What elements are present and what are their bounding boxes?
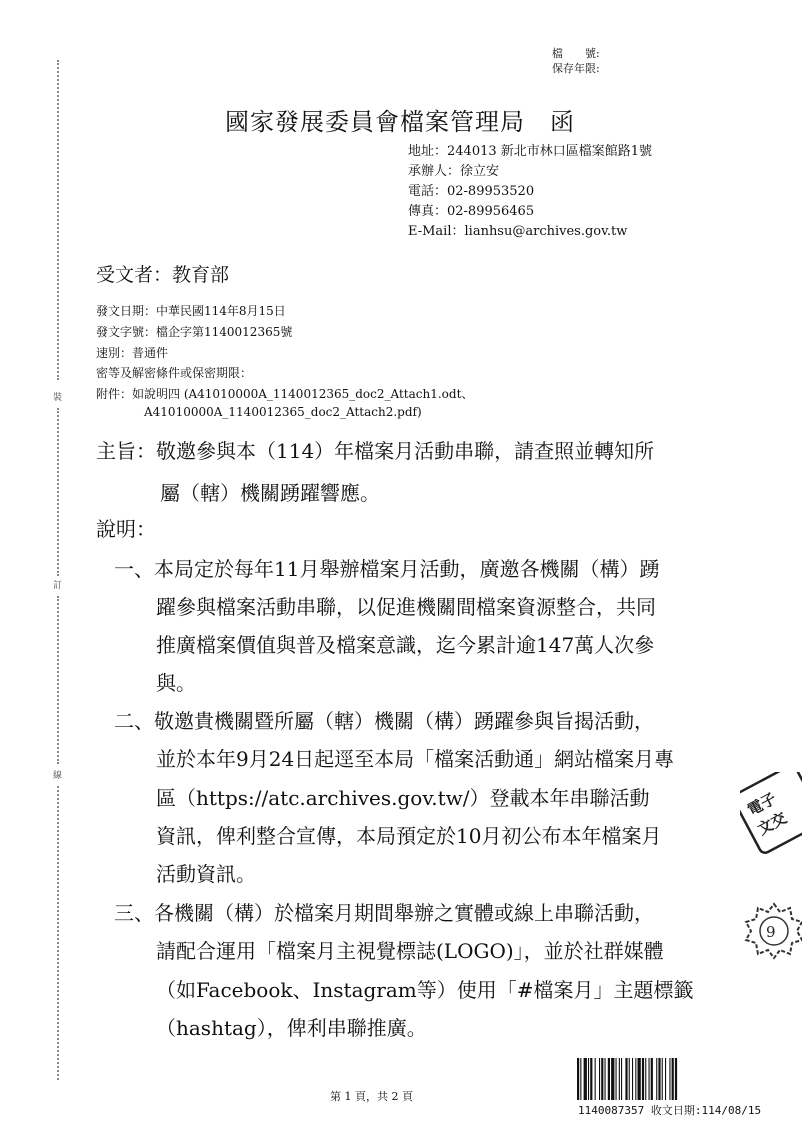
barcode-bar <box>616 1058 617 1100</box>
item-1-line-1: 一、本局定於每年11月舉辦檔案月活動，廣邀各機關（構）踴 <box>114 557 660 581</box>
delivery-speed: 速別：普通件 <box>96 346 169 360</box>
electronic-exchange-stamp <box>740 772 802 854</box>
binding-line-lower <box>57 596 59 764</box>
item-2-line-2: 並於本年9月24日起逕至本局「檔案活動通」網站檔案月專 <box>156 747 675 771</box>
barcode-bar <box>665 1058 666 1100</box>
barcode-bar <box>625 1058 627 1100</box>
barcode-bar <box>642 1058 644 1100</box>
stamp-text-2: 文交 <box>754 808 790 839</box>
binding-mark-top: 裝 <box>53 393 63 403</box>
document-number: 發文字號：檔企字第1140012365號 <box>96 325 293 339</box>
barcode <box>575 1058 775 1100</box>
barcode-bar <box>638 1058 641 1100</box>
item-3-line-3: （如Facebook、Instagram等）使用「#檔案月」主題標籤 <box>156 978 694 1002</box>
binding-mark-middle: 訂 <box>53 581 63 591</box>
sender-address: 地址：244013 新北市林口區檔案館路1號 <box>408 144 653 159</box>
barcode-bar <box>608 1058 610 1100</box>
barcode-bar <box>645 1058 646 1100</box>
barcode-bar <box>611 1058 614 1100</box>
receipt-caption: 1140087357 收文日期:114/08/15 <box>578 1104 762 1117</box>
barcode-bar <box>672 1058 674 1100</box>
page-number: 第 1 頁，共 2 頁 <box>330 1090 413 1103</box>
sender-handler: 承辦人：徐立安 <box>408 164 500 179</box>
stamp-text-1: 電子 <box>744 789 780 820</box>
barcode-bar <box>635 1058 636 1100</box>
barcode-bar <box>656 1058 657 1100</box>
barcode-bar <box>658 1058 660 1100</box>
stamp-number: 9 <box>766 923 776 941</box>
page-title: 國家發展委員會檔案管理局 函 <box>225 108 575 136</box>
item-3-line-4: （hashtag），俾利串聯推廣。 <box>156 1016 427 1040</box>
item-2-line-3: 區（https://atc.archives.gov.tw/）登載本年串聯活動 <box>156 786 650 810</box>
item-3-line-1: 三、各機關（構）於檔案月期間舉辦之實體或線上串聯活動， <box>114 901 654 925</box>
barcode-bar <box>577 1058 579 1100</box>
item-2-line-1: 二、敬邀貴機關暨所屬（轄）機關（構）踴躍參與旨揭活動， <box>114 709 654 733</box>
barcode-bar <box>588 1058 589 1100</box>
attachment-line-2: A41010000A_1140012365_doc2_Attach2.pdf) <box>144 405 422 419</box>
barcode-bar <box>651 1058 653 1100</box>
secrecy-level: 密等及解密條件或保密期限： <box>96 366 253 380</box>
barcode-bar <box>590 1058 592 1100</box>
sender-email: E-Mail：lianhsu@archives.gov.tw <box>408 224 628 239</box>
recipient: 受文者：教育部 <box>96 264 230 286</box>
item-2-line-4: 資訊，俾利整合宣傳，本局預定於10月初公布本年檔案月 <box>156 824 662 848</box>
explanation-label: 說明： <box>96 517 156 541</box>
barcode-bar <box>675 1058 677 1100</box>
sender-fax: 傳真：02-89956465 <box>408 204 535 219</box>
barcode-bar <box>629 1058 630 1100</box>
item-1-line-4: 與。 <box>156 671 196 695</box>
barcode-bar <box>669 1058 670 1100</box>
barcode-bar <box>580 1058 581 1100</box>
subject-line-1: 主旨：敬邀參與本（114）年檔案月活動串聯，請查照並轉知所 <box>96 439 655 463</box>
sender-phone: 電話：02-89953520 <box>408 184 535 199</box>
item-1-line-3: 推廣檔案價值與普及檔案意識，迄今累計逾147萬人次參 <box>156 633 655 657</box>
binding-mark-bottom: 線 <box>53 771 63 781</box>
binding-line-bottom <box>57 786 59 1080</box>
retention-label: 保存年限: <box>552 62 600 75</box>
barcode-bar <box>662 1058 663 1100</box>
file-number-label: 檔 號: <box>552 47 600 60</box>
seal-badge-icon <box>742 900 802 962</box>
barcode-bar <box>632 1058 633 1100</box>
barcode-bar <box>601 1058 603 1100</box>
item-2-line-5: 活動資訊。 <box>156 862 256 886</box>
barcode-bar <box>595 1058 596 1100</box>
issue-date: 發文日期：中華民國114年8月15日 <box>96 304 286 318</box>
barcode-bar <box>619 1058 620 1100</box>
binding-line-top <box>57 60 59 380</box>
barcode-bar <box>584 1058 587 1100</box>
attachment-line-1: 附件：如說明四 (A41010000A_1140012365_doc2_Attach1.odt、 <box>96 387 474 401</box>
barcode-bar <box>621 1058 622 1100</box>
item-3-line-2: 請配合運用「檔案月主視覺標誌(LOGO)」，並於社群媒體 <box>156 939 664 963</box>
barcode-bar <box>605 1058 606 1100</box>
item-1-line-2: 躍參與檔案活動串聯，以促進機關間檔案資源整合，共同 <box>156 595 656 619</box>
subject-line-2: 屬（轄）機關踴躍響應。 <box>160 481 380 505</box>
binding-line-middle <box>57 408 59 576</box>
barcode-bar <box>599 1058 600 1100</box>
barcode-bar <box>649 1058 650 1100</box>
